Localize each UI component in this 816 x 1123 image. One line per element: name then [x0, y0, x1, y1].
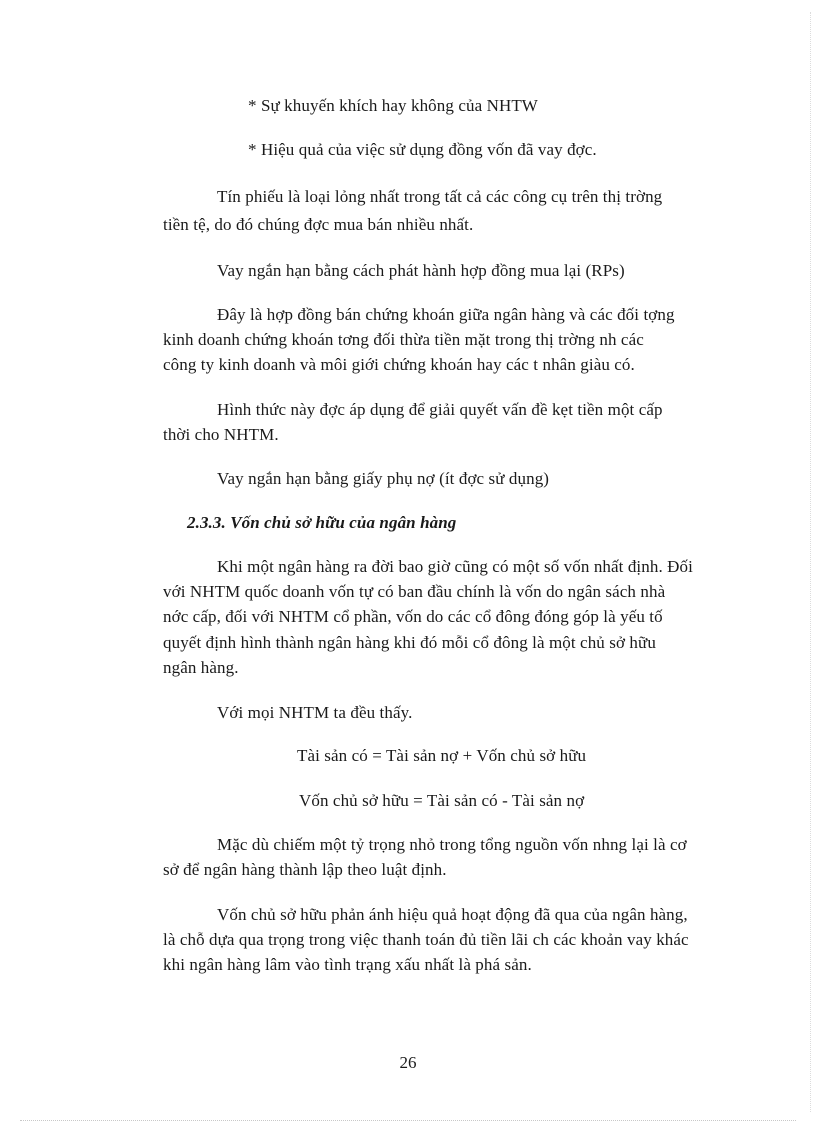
page-bottom-divider	[20, 1120, 796, 1121]
paragraph-line: Với mọi NHTM ta đều thấy.	[217, 703, 413, 722]
paragraph-line: với NHTM quốc doanh vốn tự có ban đầu chính là vốn do ngân sách nhà	[163, 582, 666, 601]
paragraph-line: Mặc dù chiếm một tỷ trọng nhỏ trong tổng nguồn vốn nhng lại là cơ	[217, 835, 687, 854]
paragraph-line: Vay ngắn hạn bằng cách phát hành hợp đồng mua lại (RPs)	[217, 261, 625, 280]
page-number: 26	[399, 1053, 417, 1072]
paragraph-line: thời cho NHTM.	[163, 425, 279, 444]
paragraph-line: nớc cấp, đối với NHTM cổ phần, vốn do các cổ đông đóng góp là yếu tố	[163, 607, 663, 626]
equation-equity: Vốn chủ sở hữu = Tài sản có - Tài sản nợ	[299, 791, 585, 810]
paragraph-line: khi ngân hàng lâm vào tình trạng xấu nhất là phá sản.	[163, 955, 532, 974]
paragraph-line: tiền tệ, do đó chúng đợc mua bán nhiều nhất.	[163, 215, 474, 234]
bullet-line-nhtw-encouragement: * Sự khuyến khích hay không của NHTW	[248, 96, 538, 115]
paragraph-line: là chỗ dựa qua trọng trong việc thanh toán đủ tiền lãi ch các khoản vay khác	[163, 930, 689, 949]
section-heading: 2.3.3. Vốn chủ sở hữu của ngân hàng	[187, 513, 457, 532]
paragraph-line: công ty kinh doanh và môi giới chứng khoán hay các t nhân giàu có.	[163, 355, 635, 374]
paragraph-line: Vay ngắn hạn bằng giấy phụ nợ (ít đợc sử dụng)	[217, 469, 550, 488]
paragraph-line: Vốn chủ sở hữu phản ánh hiệu quả hoạt động đã qua của ngân hàng,	[217, 905, 688, 924]
paragraph-line: Hình thức này đợc áp dụng để giải quyết vấn đề kẹt tiền một cấp	[217, 400, 663, 419]
equation-assets: Tài sản có = Tài sản nợ + Vốn chủ sở hữu	[297, 746, 587, 765]
paragraph-line: sở để ngân hàng thành lập theo luật định.	[163, 860, 447, 879]
paragraph-line: Khi một ngân hàng ra đời bao giờ cũng có một số vốn nhất định. Đối	[217, 557, 693, 576]
paragraph-line: ngân hàng.	[163, 658, 239, 677]
paragraph-line: quyết định hình thành ngân hàng khi đó mỗi cổ đông là một chủ sở hữu	[163, 633, 656, 652]
page-edge-divider	[810, 12, 811, 1112]
bullet-line-capital-efficiency: * Hiệu quả của việc sử dụng đồng vốn đã vay đợc.	[248, 140, 597, 159]
paragraph-line: kinh doanh chứng khoán tơng đối thừa tiền mặt trong thị trờng nh các	[163, 330, 644, 349]
paragraph-line: Đây là hợp đồng bán chứng khoán giữa ngân hàng và các đối tợng	[217, 305, 675, 324]
paragraph-line: Tín phiếu là loại lỏng nhất trong tất cả các công cụ trên thị trờng	[217, 187, 663, 206]
